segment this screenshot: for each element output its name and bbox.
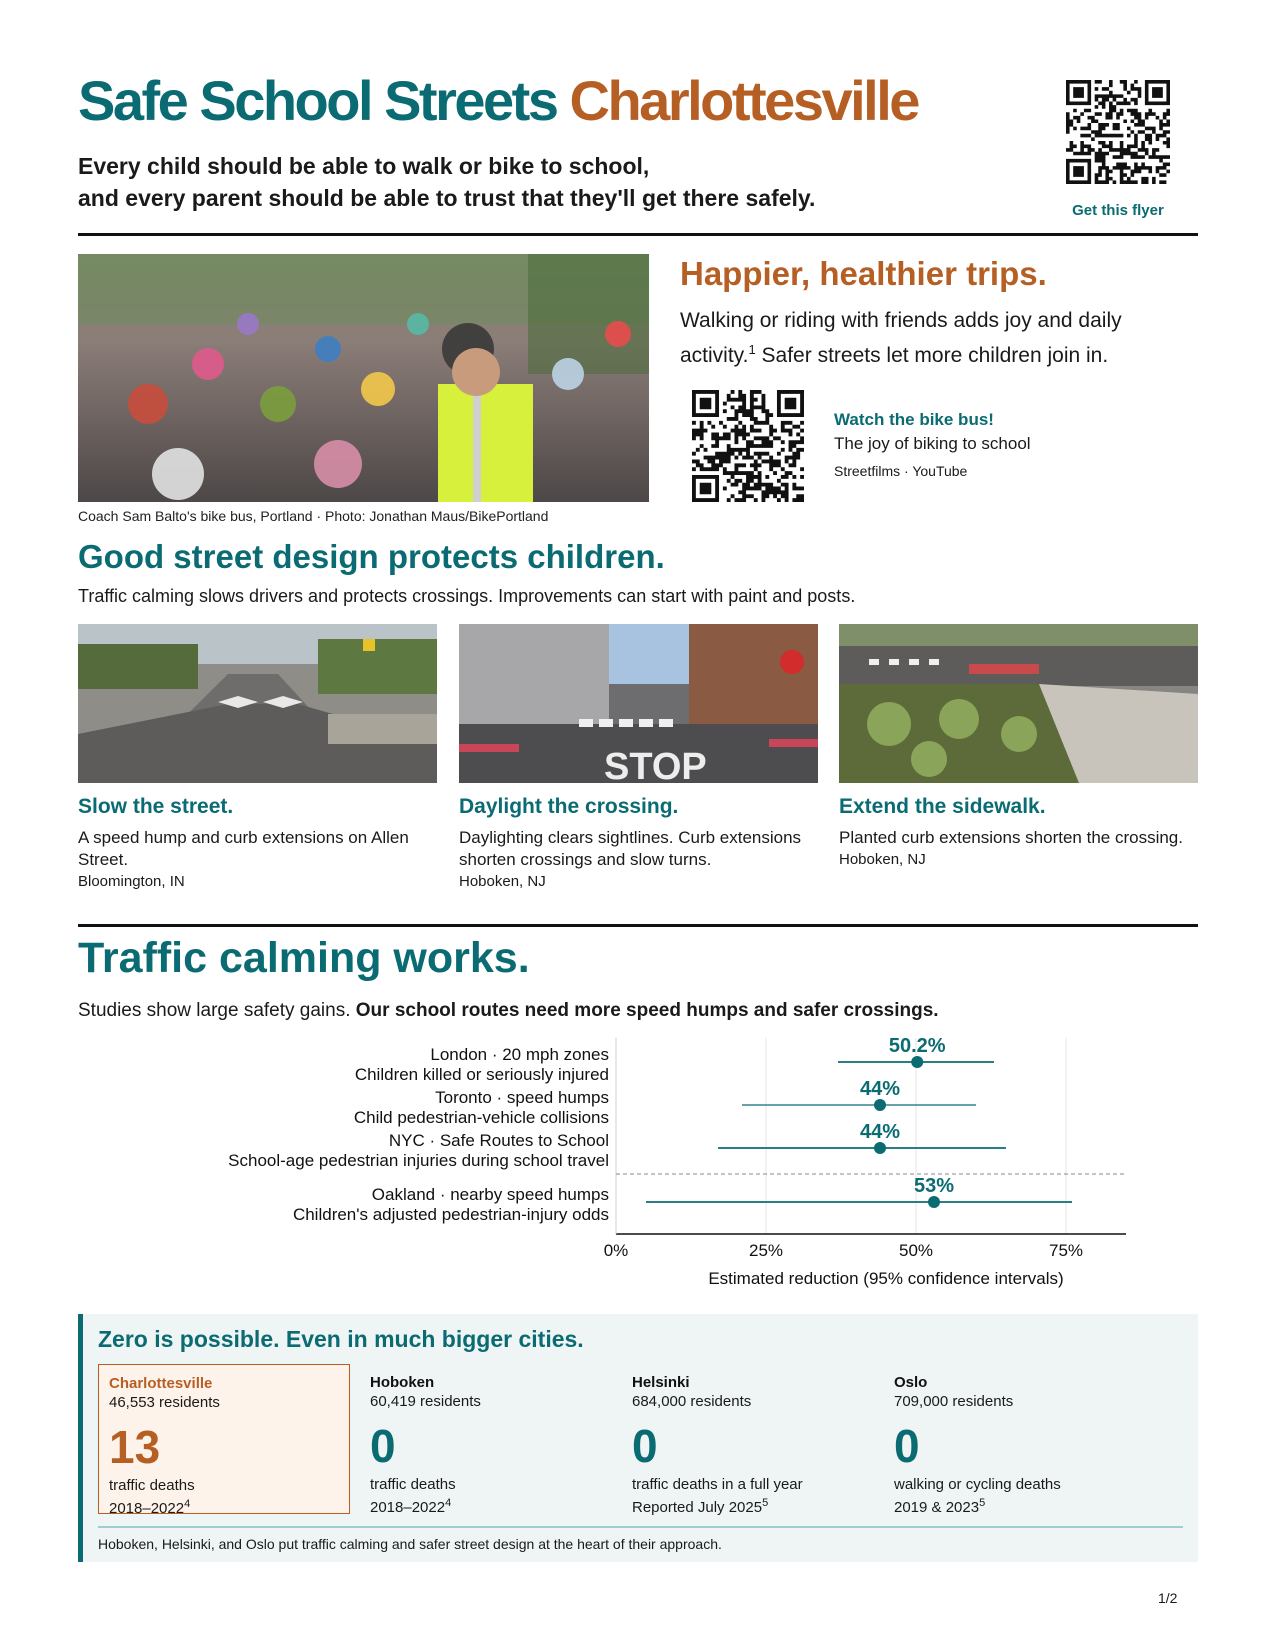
card-location: Hoboken, NJ — [459, 873, 546, 890]
row-label-line-1: London · 20 mph zones — [430, 1045, 609, 1064]
data-label: 44% — [859, 1121, 901, 1143]
city-residents: 60,419 residents — [370, 1393, 481, 1410]
city-death-label: traffic deaths — [109, 1477, 195, 1494]
page-number: 1/2 — [1158, 1590, 1178, 1606]
row-label-line-1: NYC · Safe Routes to School — [388, 1131, 609, 1150]
section-divider — [78, 924, 1198, 927]
tagline-line-2: and every parent should be able to trust that they'll get there safely. — [78, 185, 816, 211]
footnote-5: 5 — [979, 1497, 986, 1509]
city-name: Helsinki — [632, 1374, 690, 1391]
footnote-4: 4 — [184, 1498, 191, 1510]
zero-callout-box — [78, 1314, 1198, 1562]
works-intro — [78, 1000, 939, 1022]
city-death-count: 0 — [894, 1420, 920, 1472]
zero-note: Hoboken, Helsinki, and Oslo put traffic calming and safer street design at the heart of their approach. — [98, 1536, 722, 1552]
city-death-count: 0 — [370, 1420, 396, 1472]
flyer-qr-code[interactable] — [1066, 80, 1170, 184]
curb-extension-photo — [839, 624, 1198, 783]
city-period-text: Reported July 2025 — [632, 1499, 763, 1516]
row-label-line-2: Children killed or seriously injured — [354, 1065, 609, 1084]
bike-bus-photo — [78, 254, 649, 502]
city-period — [109, 1495, 339, 1518]
city-residents: 46,553 residents — [109, 1394, 220, 1411]
city-period-text: 2019 & 2023 — [894, 1499, 980, 1516]
estimate-point — [928, 1196, 940, 1208]
daylight-crossing-photo — [459, 624, 818, 783]
card-text: A speed hump and curb extensions on Allen Street. — [78, 828, 409, 869]
card-location: Hoboken, NJ — [839, 851, 926, 868]
city-period-text: 2018–2022 — [109, 1500, 185, 1517]
row-label-line-1: Oakland · nearby speed humps — [371, 1185, 609, 1204]
city-card-helsinki — [622, 1364, 874, 1514]
estimate-point — [911, 1056, 923, 1068]
x-tick-label: 75% — [1048, 1241, 1084, 1260]
x-tick-label: 0% — [603, 1241, 629, 1260]
footnote-4: 4 — [445, 1497, 452, 1509]
city-card-hoboken — [360, 1364, 612, 1514]
city-name: Charlottesville — [109, 1375, 213, 1392]
tagline-line-1: Every child should be able to walk or bike to school, — [78, 153, 650, 179]
x-axis-label: Estimated reduction (95% confidence intervals) — [708, 1269, 1064, 1288]
title-part-1: Safe School Streets — [78, 69, 557, 132]
card-text: Daylighting clears sightlines. Curb extensions shorten crossings and slow turns. — [459, 828, 802, 869]
footnote-5: 5 — [762, 1497, 769, 1509]
works-intro-plain: Studies show large safety gains. — [78, 1000, 356, 1021]
works-heading: Traffic calming works. — [78, 934, 530, 982]
happier-heading: Happier, healthier trips. — [680, 255, 1047, 292]
city-residents: 684,000 residents — [632, 1393, 752, 1410]
section-divider — [78, 233, 1198, 236]
design-card-daylight — [459, 624, 818, 893]
design-card-slow-street — [78, 624, 437, 893]
x-tick-label: 50% — [898, 1241, 934, 1260]
page-title — [78, 68, 918, 133]
city-card-charlottesville — [98, 1364, 350, 1517]
city-death-count: 0 — [632, 1420, 658, 1472]
city-residents: 709,000 residents — [894, 1393, 1014, 1410]
zero-heading: Zero is possible. Even in much bigger cities. — [98, 1326, 584, 1352]
x-tick-label: 25% — [748, 1241, 784, 1260]
happier-text — [680, 306, 1180, 370]
city-death-label: traffic deaths — [370, 1476, 456, 1493]
data-label: 44% — [859, 1078, 901, 1100]
city-period — [632, 1494, 864, 1517]
forest-plot-chart — [78, 1038, 1198, 1300]
footnote-1: 1 — [748, 342, 756, 357]
city-period — [370, 1494, 602, 1517]
city-death-count: 13 — [109, 1421, 161, 1473]
watch-bike-bus-link[interactable]: Watch the bike bus! — [834, 410, 994, 429]
card-heading: Slow the street. — [78, 795, 234, 818]
city-death-label: traffic deaths in a full year — [632, 1476, 803, 1493]
estimate-point — [874, 1099, 886, 1111]
card-heading: Daylight the crossing. — [459, 795, 679, 818]
design-heading: Good street design protects children. — [78, 538, 665, 575]
bike-bus-description: The joy of biking to school — [834, 434, 1031, 453]
row-label-line-2: School-age pedestrian injuries during school travel — [228, 1151, 609, 1170]
design-card-extend-sidewalk — [839, 624, 1198, 871]
tagline — [78, 150, 815, 214]
data-label: 53% — [913, 1175, 955, 1197]
city-name: Oslo — [894, 1374, 928, 1391]
row-label-line-2: Child pedestrian-vehicle collisions — [353, 1108, 609, 1127]
speed-hump-photo — [78, 624, 437, 783]
estimate-point — [874, 1142, 886, 1154]
photo-caption: Coach Sam Balto's bike bus, Portland · Photo: Jonathan Maus/BikePortland — [78, 508, 549, 524]
zero-divider — [98, 1526, 1183, 1528]
row-label-line-2: Children's adjusted pedestrian-injury odds — [292, 1205, 609, 1224]
city-name: Hoboken — [370, 1374, 435, 1391]
svg-text:STOP: STOP — [604, 746, 707, 783]
data-label: 50.2% — [888, 1038, 946, 1057]
title-part-2: Charlottesville — [569, 69, 918, 132]
happier-text-b: Safer streets let more children join in. — [755, 344, 1109, 367]
happier-text-a: Walking or riding with friends adds joy and daily activity. — [680, 309, 1122, 367]
bike-bus-source: Streetfilms · YouTube — [834, 463, 968, 479]
card-location: Bloomington, IN — [78, 873, 185, 890]
works-intro-bold: Our school routes need more speed humps and safer crossings. — [355, 1000, 939, 1021]
card-text: Planted curb extensions shorten the crossing. — [839, 828, 1183, 847]
row-label-line-1: Toronto · speed humps — [435, 1088, 609, 1107]
bike-bus-qr-code[interactable] — [692, 390, 804, 502]
design-subtext: Traffic calming slows drivers and protects crossings. Improvements can start with paint and posts. — [78, 586, 856, 606]
qr-caption[interactable]: Get this flyer — [1072, 202, 1164, 219]
city-period-text: 2018–2022 — [370, 1499, 446, 1516]
city-death-label: walking or cycling deaths — [894, 1476, 1061, 1493]
city-period — [894, 1494, 1126, 1517]
card-heading: Extend the sidewalk. — [839, 795, 1046, 818]
city-card-oslo — [884, 1364, 1136, 1514]
